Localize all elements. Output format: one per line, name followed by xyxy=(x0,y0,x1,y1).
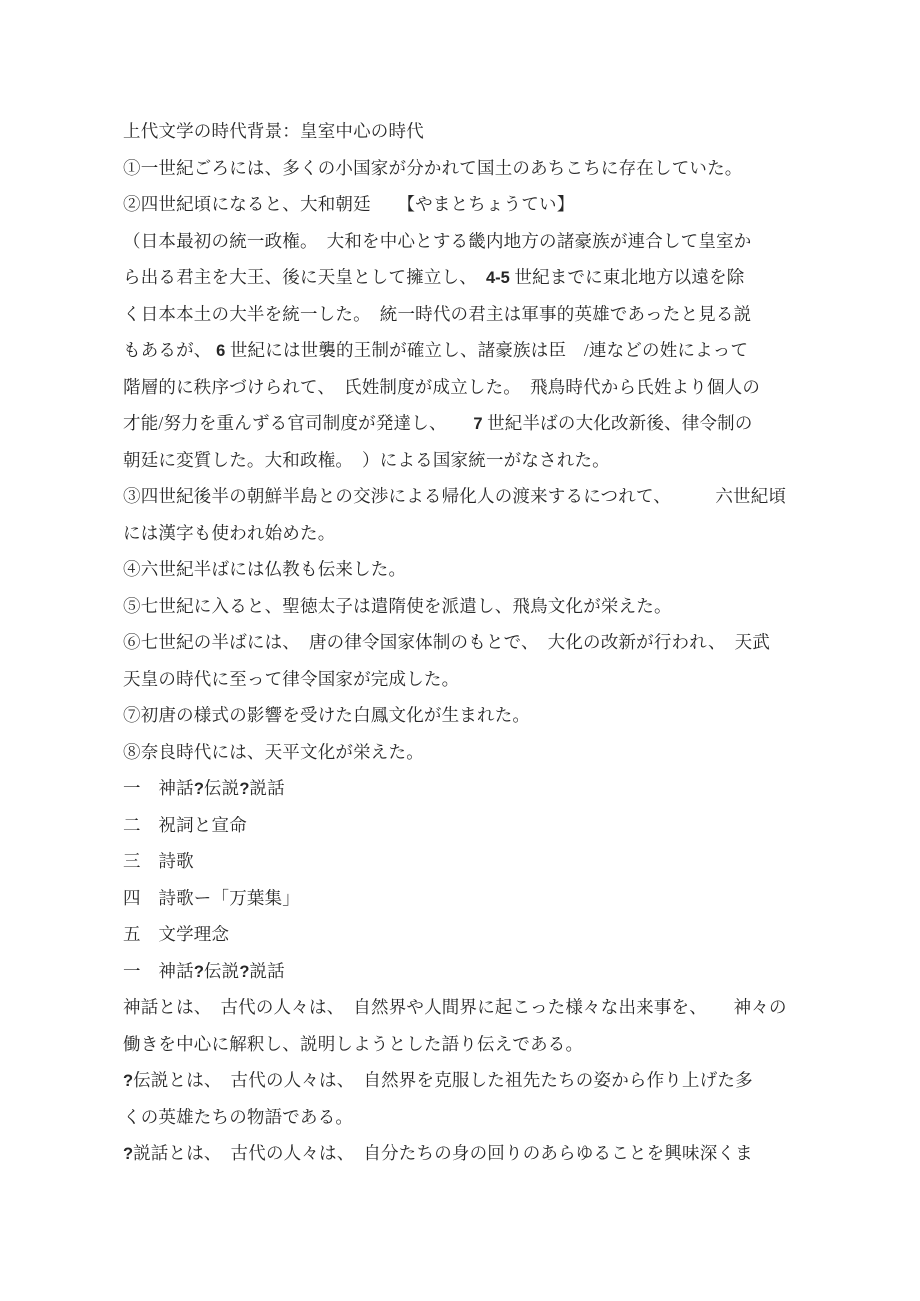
text-line: ら出る君主を大王、後に天皇として擁立し、 4-5 世紀までに東北地方以遠を除 xyxy=(123,267,745,287)
text-line: ⑧奈良時代には、天平文化が栄えた。 xyxy=(123,741,424,762)
text-line: （日本最初の統一政権。 大和を中心とする畿内地方の諸豪族が連合して皇室か xyxy=(123,230,752,251)
latin-numeral: ? xyxy=(193,962,204,981)
latin-numeral: ? xyxy=(123,1145,134,1163)
latin-numeral: ? xyxy=(239,780,250,798)
text-line: 天皇の時代に至って律令国家が完成した。 xyxy=(123,668,460,689)
text-line: ?説話とは、 古代の人々は、 自分たちの身の回りのあらゆることを興味深くま xyxy=(123,1143,753,1163)
text-line: 働きを中心に解釈し、説明しようとした語り伝えである。 xyxy=(123,1033,584,1054)
text-line: ⑦初唐の様式の影響を受けた白鳳文化が生まれた。 xyxy=(123,705,531,725)
document-title-line: 上代文学の時代背景：皇室中心の時代 xyxy=(123,121,424,141)
text-line: 階層的に秩序づけられて、 氏姓制度が成立した。 飛鳥時代から氏姓より個人の xyxy=(123,376,761,397)
section-heading-line: 一 神話?伝説?説話 xyxy=(123,960,285,981)
text-line: ③四世紀後半の朝鮮半島との交渉による帰化人の渡来するにつれて、 六世紀頃 xyxy=(123,486,787,506)
latin-numeral: ? xyxy=(193,780,204,798)
text-line: には漢字も使われ始めた。 xyxy=(123,522,336,543)
text-line: 朝廷に変質した。大和政権。 ）による国家統一がなされた。 xyxy=(123,449,610,470)
latin-numeral: 7 xyxy=(473,415,483,433)
latin-numeral: 6 xyxy=(216,342,226,360)
list-item-line: 一 神話?伝説?説話 xyxy=(123,778,285,798)
text-line: ②四世紀頃になると、大和朝廷 【やまとちょうてい】 xyxy=(123,194,575,214)
text-line: ①一世紀ごろには、多くの小国家が分かれて国土のあちこちに存在していた。 xyxy=(123,157,743,178)
text-line: く日本本土の大半を統一した。 統一時代の君主は軍事的英雄であったと見る説 xyxy=(123,303,752,324)
latin-numeral: ? xyxy=(239,962,250,981)
list-item-line: 三 詩歌 xyxy=(123,851,194,871)
list-item-line: 四 詩歌ー「万葉集」 xyxy=(123,887,300,908)
text-line: 才能/努力を重んずる官司制度が発達し、 7 世紀半ばの大化改新後、律令制の xyxy=(123,413,753,433)
list-item-line: 五 文学理念 xyxy=(123,924,230,944)
latin-numeral: ? xyxy=(123,1072,134,1090)
text-line: もあるが、 6 世紀には世襲的王制が確立し、諸豪族は臣 /連などの姓によって xyxy=(123,340,749,360)
text-line: ?伝説とは、 古代の人々は、 自然界を克服した祖先たちの姿から作り上げた多 xyxy=(123,1070,753,1090)
text-line: ⑤七世紀に入ると、聖徳太子は遣隋使を派遣し、飛鳥文化が栄えた。 xyxy=(123,595,672,616)
text-line: ⑥七世紀の半ばには、 唐の律令国家体制のもとで、 大化の改新が行われ、 天武 xyxy=(123,632,771,652)
list-item-line: 二 祝詞と宣命 xyxy=(123,814,247,835)
text-line: くの英雄たちの物語である。 xyxy=(123,1106,354,1127)
text-line: ④六世紀半ばには仏教も伝来した。 xyxy=(123,559,407,579)
text-line: 神話とは、 古代の人々は、 自然界や人間界に起こった様々な出来事を、 神々の xyxy=(123,997,787,1017)
latin-numeral: 4-5 xyxy=(485,269,510,287)
